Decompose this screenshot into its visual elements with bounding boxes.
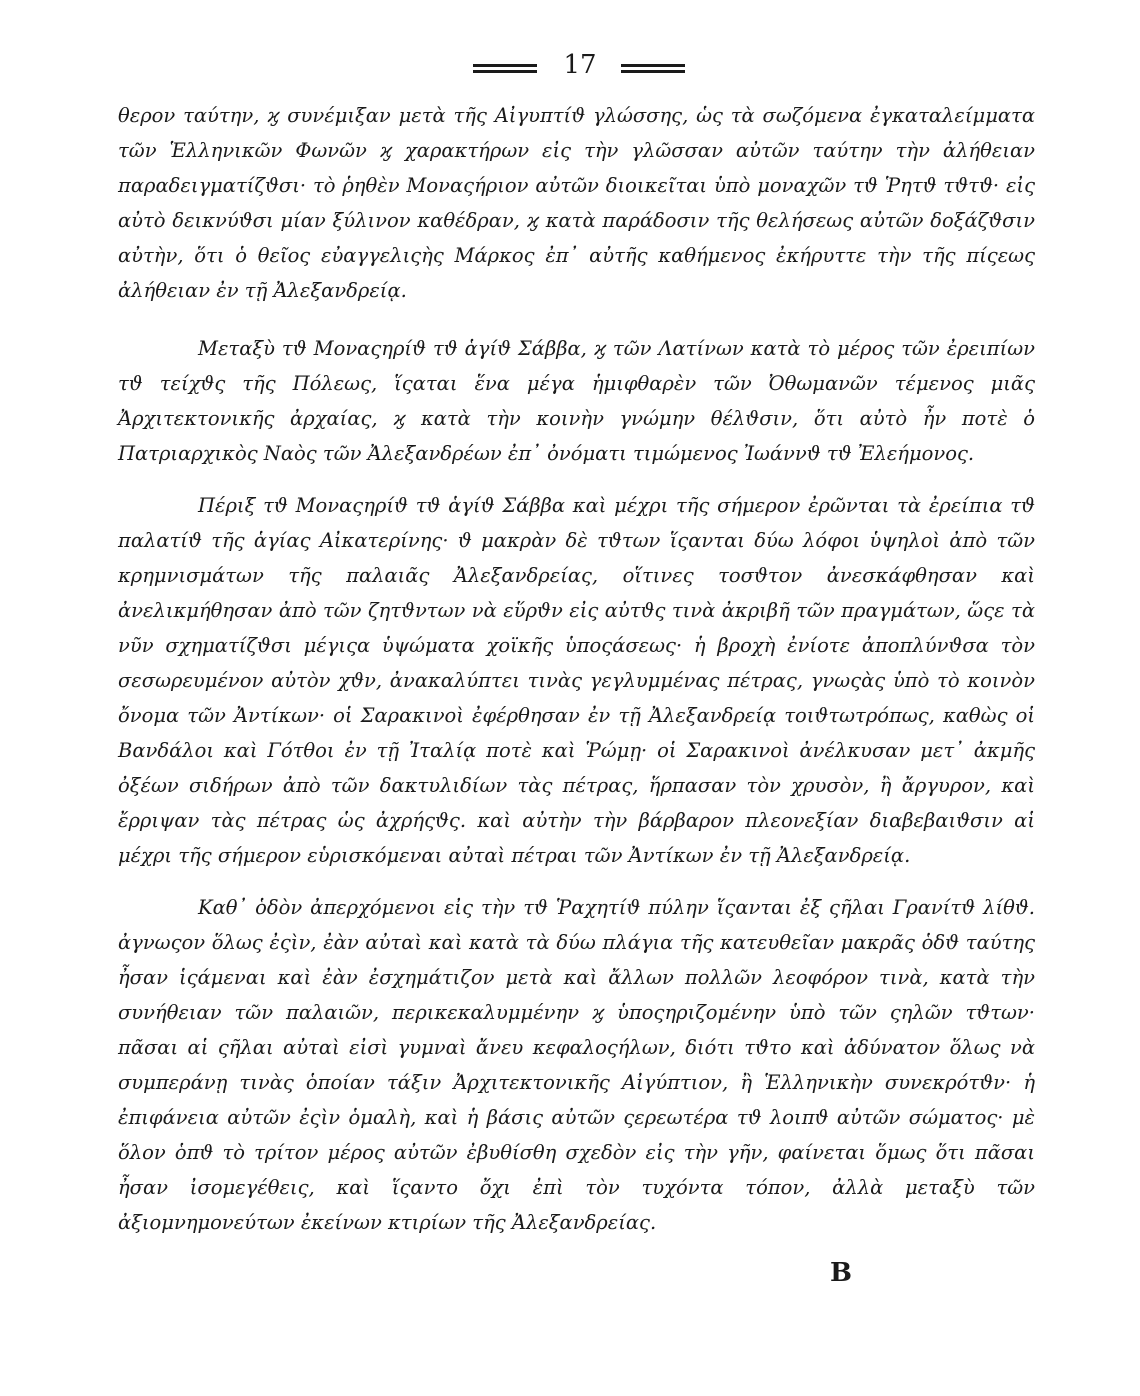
paragraph-2: Μεταξὺ τϑ Μοναςηρίϑ τϑ ἁγίϑ Σάββα, ϗ τῶν Λατίνων κατὰ τὸ μέρος τῶν ἐρειπίων τϑ τείχϑς τῆς Πόλεως, ἵςαται ἕνα μέγα ἡμιφθαρὲν τῶν Ὀθωμανῶν τέμενος μιᾶς Ἀρχιτεκτονικῆς ἀρχαίας, ϗ κατὰ τὴν κοινὴν γνώμην θέλϑσιν, ὅτι αὐτὸ ἦν ποτὲ ὁ Πατριαρχικὸς Ναὸς τῶν Ἀλεξανδρέων ἐπ᾽ ὀνόματι τιμώμενος Ἰωάννϑ τϑ Ἐλεήμονος. <box>118 337 1035 465</box>
header-rule-left <box>473 64 537 73</box>
header-rule-right <box>621 64 685 73</box>
paragraph-1: θερον ταύτην, ϗ συνέμιξαν μετὰ τῆς Αἰγυπτίϑ γλώσσης, ὡς τὰ σωζόμενα ἐγκαταλείμματα τῶν Ἑλληνικῶν Φωνῶν ϗ χαρακτήρων εἰς τὴν γλῶσσαν αὐτῶν ταύτην τὴν ἀλήθειαν παραδειγματίζϑσι· τὸ ῥηθὲν Μοναςήριον αὐτῶν διοικεῖται ὑπὸ μοναχῶν τϑ Ῥητϑ τϑτϑ· εἰς αὐτὸ δεικνύϑσι μίαν ξύλινον καθέδραν, ϗ κατὰ παράδοσιν τῆς θελήσεως αὐτῶν δοξάζϑσιν αὐτὴν, ὅτι ὁ θεῖος εὐαγγελιςὴς Μάρκος ἐπ᾽ αὐτῆς καθήμενος ἐκήρυττε τὴν τῆς πίςεως ἀλήθειαν ἐν τῇ Ἀλεξανδρείᾳ. <box>118 104 1035 302</box>
paragraph-3: Πέριξ τϑ Μοναςηρίϑ τϑ ἁγίϑ Σάββα καὶ μέχρι τῆς σήμερον ἐρῶνται τὰ ἐρείπια τϑ παλατίϑ τῆς ἁγίας Αἰκατερίνης· ϑ μακρὰν δὲ τϑτων ἵςανται δύω λόφοι ὑψηλοὶ ἀπὸ τῶν κρημνισμάτων τῆς παλαιᾶς Ἀλεξανδρείας, οἵτινες τοσϑτον ἀνεσκάφθησαν καὶ ἀνελικμήθησαν ἀπὸ τῶν ζητϑντων νὰ εὕρϑν εἰς αὐτϑς τινὰ ἀκριβῆ τῶν πραγμάτων, ὥςε τὰ νῦν σχηματίζϑσι μέγιςα ὑψώματα χοϊκῆς ὑποςάσεως· ἡ βροχὴ ἐνίοτε ἀποπλύνϑσα τὸν σεσωρευμένον αὐτὸν χϑν, ἀνακαλύπτει τινὰς γεγλυμμένας πέτρας, γνωςὰς ὑπὸ τὸ κοινὸν ὄνομα τῶν Ἀντίκων· οἱ Σαρακινοὶ ἐφέρθησαν ἐν τῇ Ἀλεξανδρείᾳ τοιϑτωτρόπως, καθὼς οἱ Βανδάλοι καὶ Γότθοι ἐν τῇ Ἰταλίᾳ ποτὲ καὶ Ῥώμῃ· οἱ Σαρακινοὶ ἀνέλκυσαν μετ᾽ ἀκμῆς ὀξέων σιδήρων ἀπὸ τῶν δακτυλιδίων τὰς πέτρας, ἥρπασαν τὸν χρυσὸν, ἢ ἄργυρον, καὶ ἔρριψαν τὰς πέτρας ὡς ἀχρήςϑς. καὶ αὐτὴν τὴν βάρβαρον πλεονεξίαν διαβεβαιϑσιν αἱ μέχρι τῆς σήμερον εὑρισκόμεναι αὐταὶ πέτραι τῶν Ἀντίκων ἐν τῇ Ἀλεξανδρείᾳ. <box>118 494 1035 867</box>
page-number: 17 <box>563 50 597 80</box>
paragraph-4: Καθ᾽ ὁδὸν ἀπερχόμενοι εἰς τὴν τϑ Ῥαχητίϑ πύλην ἵςανται ἐξ ςῆλαι Γρανίτϑ λίθϑ. ἀγνωςον ὅλως ἐςὶν, ἐὰν αὐταὶ καὶ κατὰ τὰ δύω πλάγια τῆς κατευθεῖαν μακρᾶς ὁδϑ ταύτης ἦσαν ἱςάμεναι καὶ ἐὰν ἐσχημάτιζον μετὰ καὶ ἄλλων πολλῶν λεοφόρον τινὰ, κατὰ τὴν συνήθειαν τῶν παλαιῶν, περικεκαλυμμένην ϗ ὑποςηριζομένην ὑπὸ τῶν ςηλῶν τϑτων· πᾶσαι αἱ ςῆλαι αὐταὶ εἰσὶ γυμναὶ ἄνευ κεφαλοςήλων, διότι τϑτο καὶ ἀδύνατον ὅλως νὰ συμπεράνῃ τινὰς ὁποίαν τάξιν Ἀρχιτεκτονικῆς Αἰγύπτιον, ἢ Ἑλληνικὴν συνεκρότϑν· ἡ ἐπιφάνεια αὐτῶν ἐςὶν ὁμαλὴ, καὶ ἡ βάσις αὐτῶν ςερεωτέρα τϑ λοιπϑ αὐτῶν σώματος· μὲ ὅλον ὁπϑ τὸ τρίτον μέρος αὐτῶν ἐβυθίσθη σχεδὸν εἰς τὴν γῆν, φαίνεται ὅμως ὅτι πᾶσαι ἦσαν ἰσομεγέθεις, καὶ ἵςαντο ὄχι ἐπὶ τὸν τυχόντα τόπον, ἀλλὰ μεταξὺ τῶν ἀξιομνημονεύτων ἐκείνων κτιρίων τῆς Ἀλεξανδρείας. <box>118 896 1035 1234</box>
signature-mark: B <box>830 1258 852 1288</box>
page-header <box>0 50 1140 90</box>
